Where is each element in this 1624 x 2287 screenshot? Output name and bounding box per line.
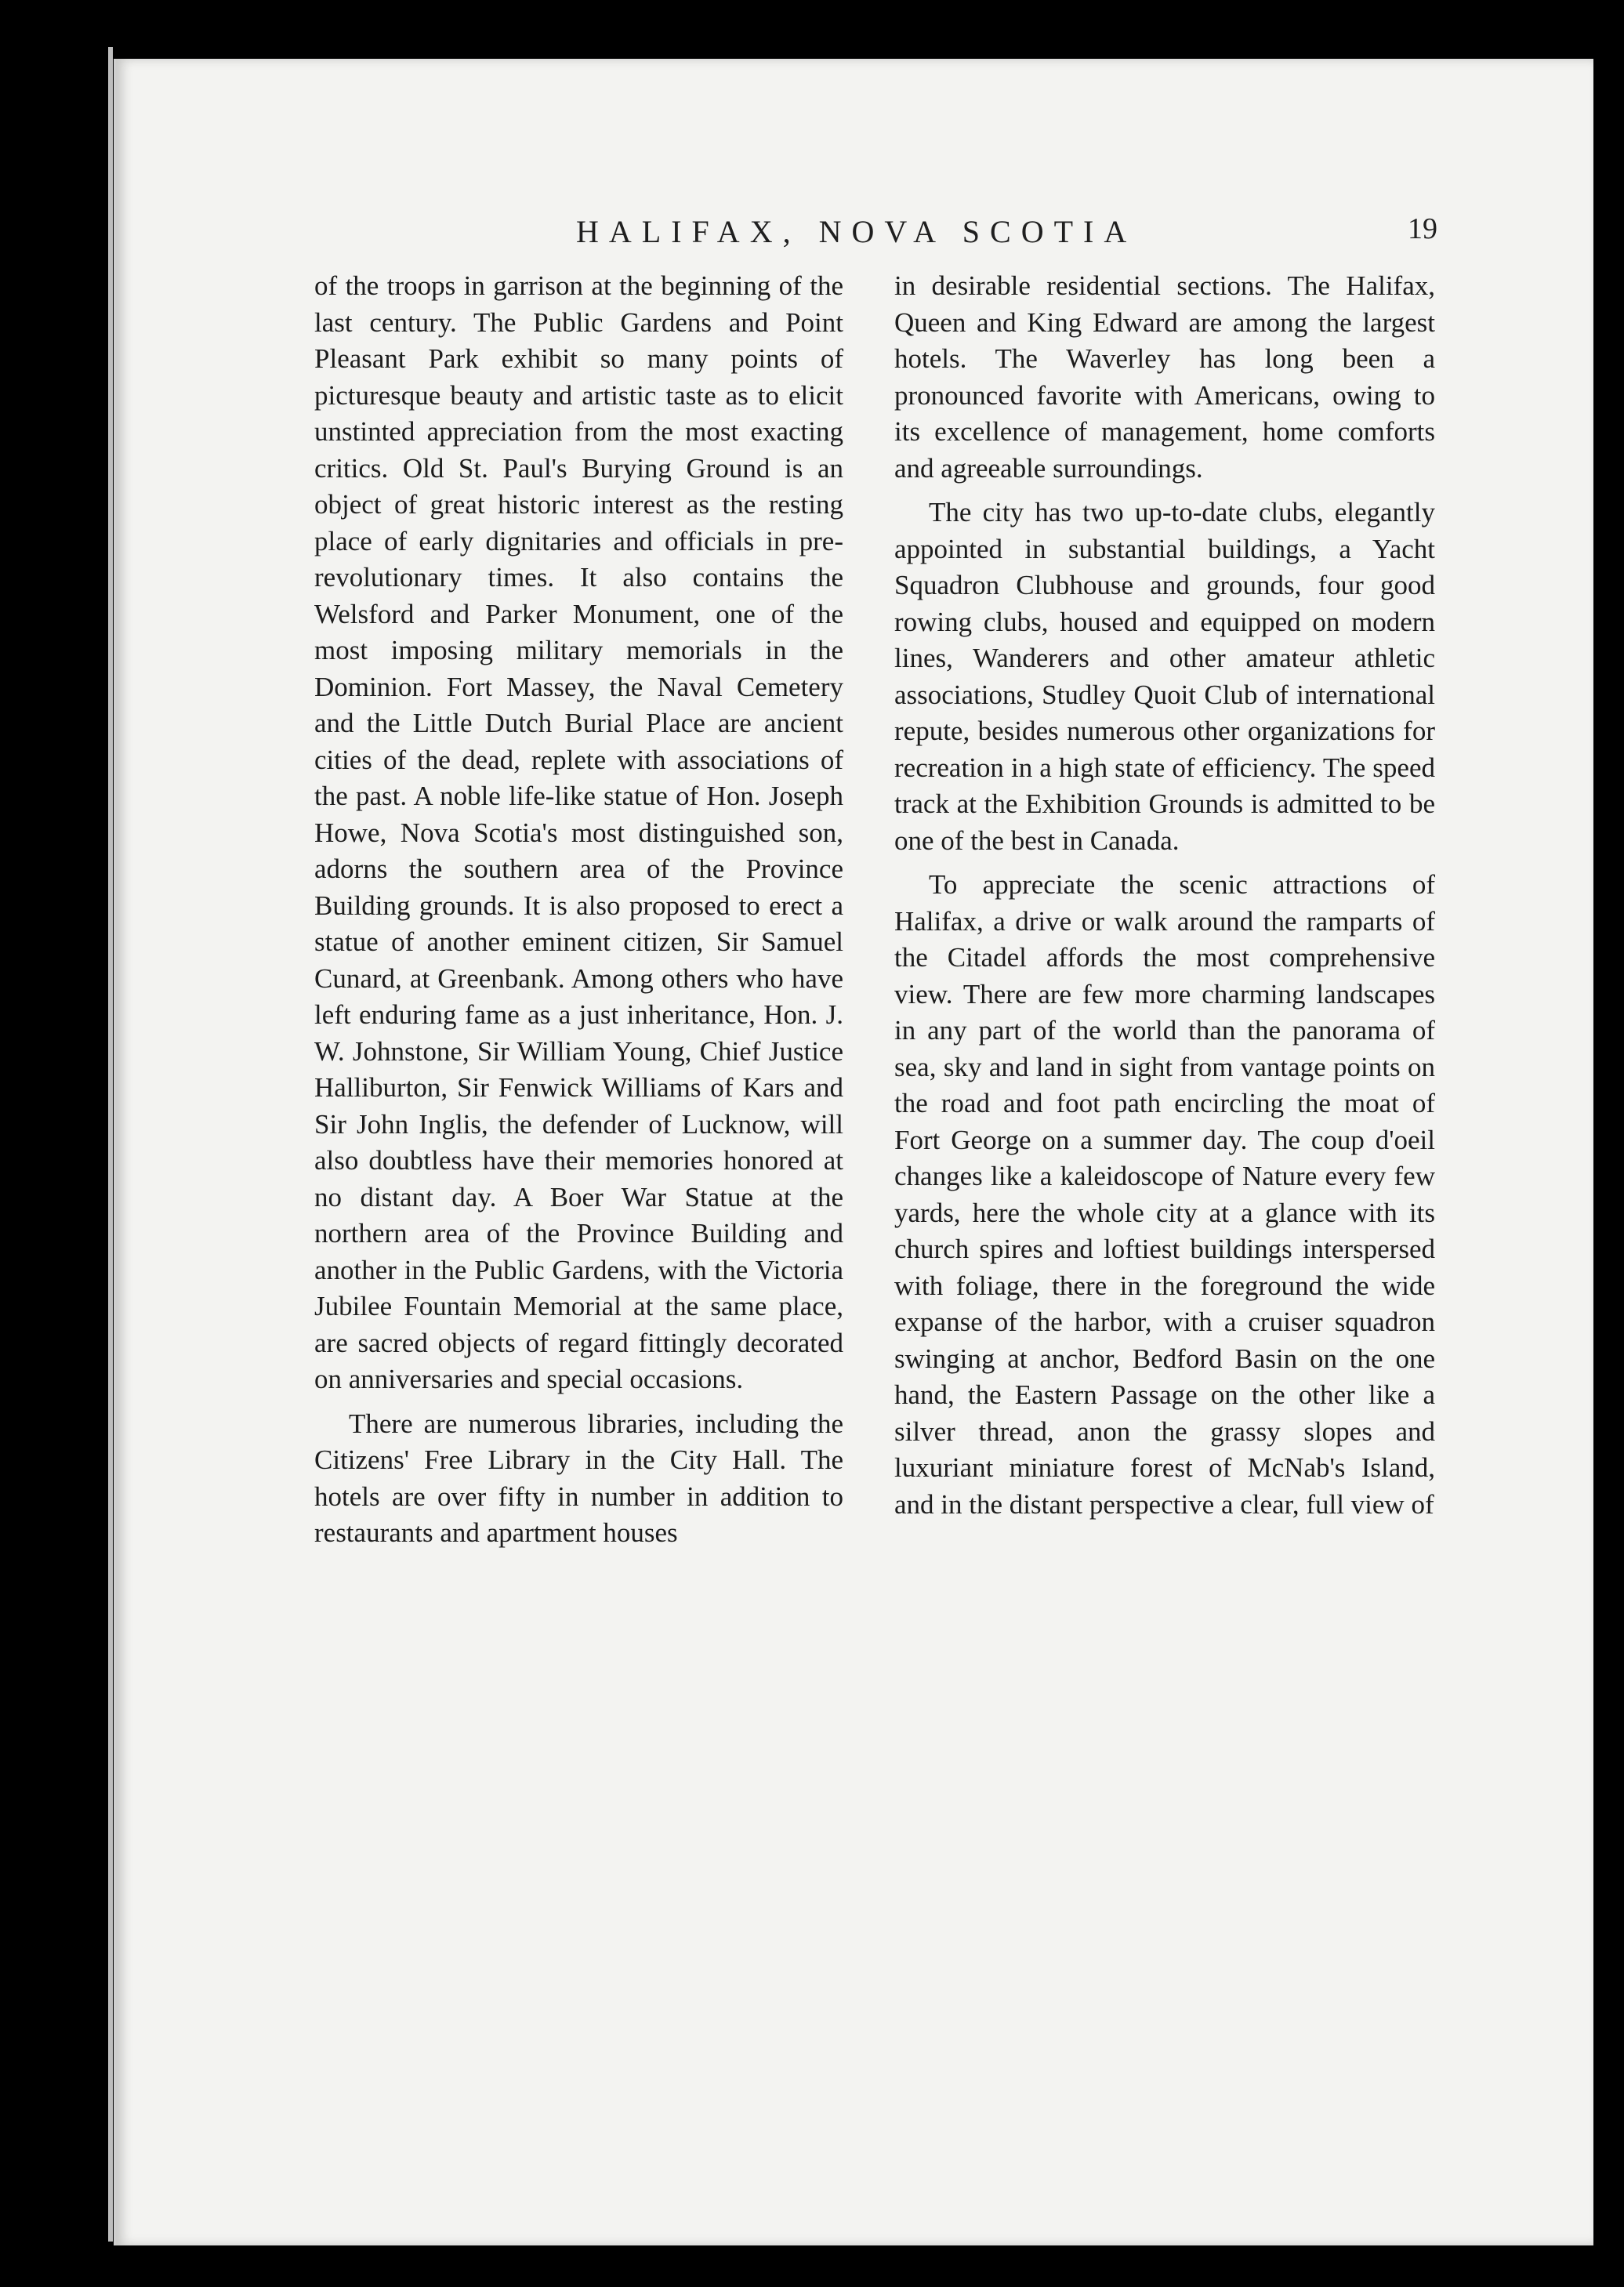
- page-number: 19: [1408, 212, 1437, 245]
- right-paragraph-3: To appreciate the scenic attractions of Halifax, a drive or walk around the ramparts of the Citadel affords the most comprehensive view. There are few more charming landscapes in any part of the world than the panorama of sea, sky and land in sight from vantage points on the road and foot path encircling the moat of Fort George on a summer day. The coup d'oeil changes like a kaleidoscope of Nature every few yards, here the whole city at a glance with its church spires and loftiest buildings interspersed with foliage, there in the foreground the wide expanse of the harbor, with a cruiser squadron swinging at anchor, Bedford Basin on the one hand, the Eastern Passage on the other like a silver thread, anon the grassy slopes and luxuriant miniature forest of McNab's Island, and in the distant perspective a clear, full view of: [894, 869, 1435, 1520]
- right-text-column: [894, 268, 1435, 1531]
- left-paragraph-1: of the troops in garrison at the beginning of the last century. The Public Gardens and Point Pleasant Park exhibit so many points of picturesque beauty and artistic taste as to elicit unstinted appreciation from the most exacting critics. Old St. Paul's Burying Ground is an object of great historic interest as the resting place of early dignitaries and officials in pre-revolutionary times. It also contains the Welsford and Parker Monument, one of the most imposing military memorials in the Dominion. Fort Massey, the Naval Cemetery and the Little Dutch Burial Place are ancient cities of the dead, replete with associations of the past. A noble life-like statue of Hon. Joseph Howe, Nova Scotia's most distinguished son, adorns the southern area of the Province Building grounds. It is also proposed to erect a statue of another eminent citizen, Sir Samuel Cunard, at Greenbank. Among others who have left enduring fame as a just inheritance, Hon. J. W. Johnstone, Sir William Young, Chief Justice Halliburton, Sir Fenwick Williams of Kars and Sir John Inglis, the defender of Lucknow, will also doubtless have their memories honored at no distant day. A Boer War Statue at the northern area of the Province Building and another in the Public Gardens, with the Victoria Jubilee Fountain Memorial at the same place, are sacred objects of regard fittingly decorated on anniversaries and special occasions.: [314, 270, 843, 1394]
- left-paragraph-2: There are numerous libraries, including the Citizens' Free Library in the City Hall. The hotels are over fifty in number in addition to restaurants and apartment houses: [314, 1408, 843, 1548]
- right-paragraph-2: The city has two up-to-date clubs, elegantly appointed in substantial buildings, a Yacht Squadron Clubhouse and grounds, four good rowing clubs, housed and equipped on modern lines, Wanderers and other amateur athletic associations, Studley Quoit Club of international repute, besides numerous other organizations for recreation in a high state of efficiency. The speed track at the Exhibition Grounds is admitted to be one of the best in Canada.: [894, 497, 1435, 856]
- running-title: HALIFAX, NOVA SCOTIA: [576, 214, 1137, 249]
- book-spine-edge: [108, 47, 113, 2242]
- left-text-column: [314, 268, 843, 1560]
- right-paragraph-1: in desirable residential sections. The Halifax, Queen and King Edward are among the largest hotels. The Waverley has long been a pronounced favorite with Americans, owing to its excellence of management, home comforts and agreeable surroundings.: [894, 270, 1435, 484]
